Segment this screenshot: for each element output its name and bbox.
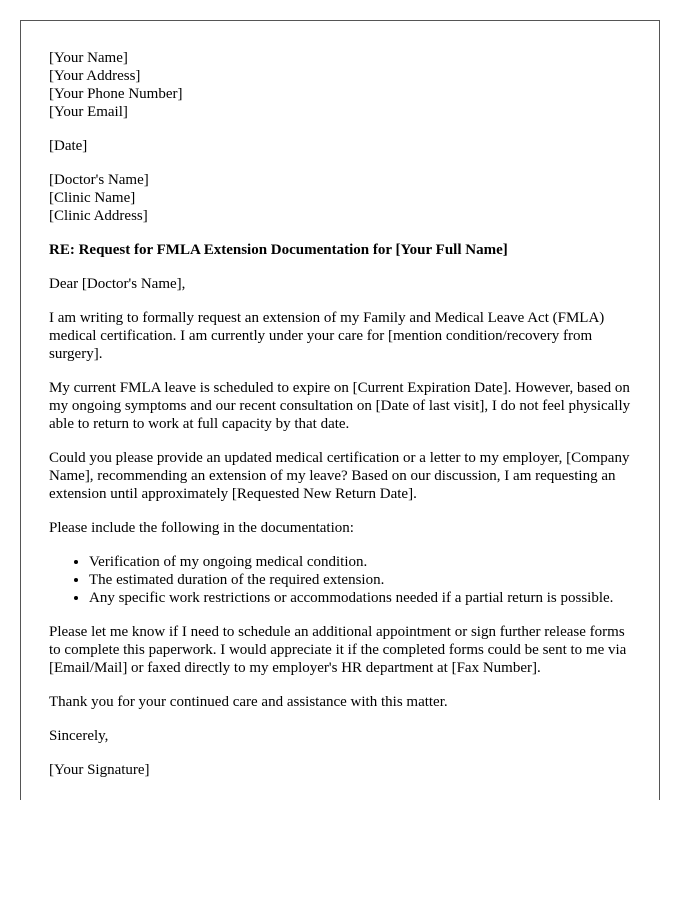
paragraph-thanks: Thank you for your continued care and assistance with this matter.: [49, 694, 448, 710]
list-item: • The estimated duration of the required extension.: [89, 571, 631, 589]
recipient-clinic: [Clinic Name]: [49, 190, 136, 206]
recipient-address: [Clinic Address]: [49, 208, 148, 224]
signoff: Sincerely,: [49, 728, 109, 744]
list-item: • Any specific work restrictions or accommodations needed if a partial return is possible.: [89, 589, 631, 607]
sender-block: [49, 49, 631, 121]
subject-line: RE: Request for FMLA Extension Documentation for [Your Full Name]: [49, 242, 508, 258]
sender-phone: [Your Phone Number]: [49, 86, 183, 102]
list-item: • Verification of my ongoing medical condition.: [89, 553, 631, 571]
sender-name: [Your Name]: [49, 50, 128, 66]
sender-email: [Your Email]: [49, 104, 128, 120]
documentation-list: [49, 553, 631, 607]
signature: [Your Signature]: [49, 762, 150, 778]
letter-page: [20, 20, 660, 800]
paragraph-expiration: My current FMLA leave is scheduled to expire on [Current Expiration Date]. However, based on my ongoing symptoms and our recent consultation on [Date of last visit], I do not feel physically able to return to work at full capacity by that date.: [49, 380, 631, 432]
salutation: Dear [Doctor's Name],: [49, 276, 186, 292]
recipient-name: [Doctor's Name]: [49, 172, 149, 188]
recipient-block: [49, 171, 631, 225]
paragraph-followup: Please let me know if I need to schedule an additional appointment or sign further release forms to complete this paperwork. I would appreciate it if the completed forms could be sent to me via [Email/Mail] or faxed directly to my employer's HR department at [Fax Number].: [49, 624, 627, 676]
sender-address: [Your Address]: [49, 68, 141, 84]
paragraph-include: Please include the following in the documentation:: [49, 520, 354, 536]
paragraph-request: Could you please provide an updated medical certification or a letter to my employer, [Company Name], recommending an extension of my leave? Based on our discussion, I am requesting an extension until approximately [Requested New Return Date].: [49, 450, 630, 502]
letter-date: [Date]: [49, 138, 88, 154]
paragraph-intro: I am writing to formally request an extension of my Family and Medical Leave Act (FMLA) medical certification. I am currently under your care for [mention condition/recovery from surgery].: [49, 310, 605, 362]
